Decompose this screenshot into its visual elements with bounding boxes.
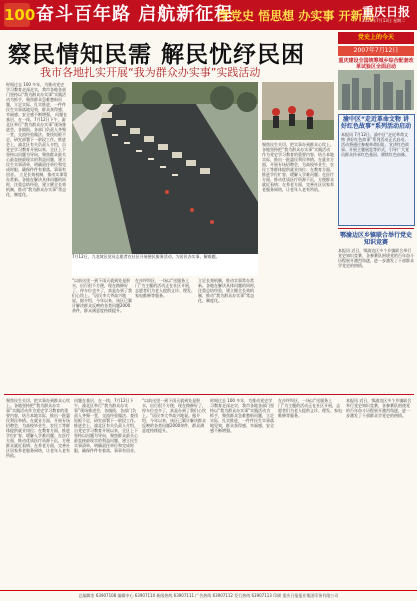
banner-slogan-secondary: 学党史 悟思想 办实事 开新局 (218, 9, 375, 23)
top-banner (0, 0, 417, 30)
lower-column-6: 本报讯 近日，鄂渝边区多个乡镇联合举行党史知识竞赛，各参赛队围绕党的百年奋斗历程展开激烈角逐，进一步激发了干部群众学党史的热情。 (346, 398, 412, 418)
article-column-3: 在沙坪坝区，一场以“送服务上门”为主题的活动正在社区开展，志愿者们为老人提供义诊、理发、家电维修等服务。 (135, 278, 195, 298)
section-divider (338, 228, 414, 229)
lower-column-5: 在沙坪坝区，一场以“送服务上门”为主题的活动正在社区开展，志愿者们为老人提供义诊、理发、家电维修等服务。 (278, 398, 342, 418)
secondary-photo (262, 82, 334, 140)
history-photo (338, 70, 414, 110)
volunteers-illustration (262, 82, 334, 140)
news-box-1-text: 本报讯 7月12日，渝中区“走近革命文物 讲好红色故事”系列活动正式启动。活动将通过参观革命旧址、宣讲红色故事、开展主题展览等形式，引导广大党员群众传承红色基因，赓续红色血脉。 (341, 132, 409, 157)
masthead-date: 2021年7月13日 星期二 (362, 18, 406, 23)
footer-bar: 总编辑室 63907108 编辑中心 63907110 新闻热线 63907111 广告热线 63907112 发行热线 63907113 印刷 重庆日报报业集团印务有限公司 (0, 590, 417, 601)
newspaper-masthead: 重庆日报 (362, 5, 411, 19)
article-lead: 时间过去 100 多年，为推动党史学习教育走深走实，我市各地各部门坚持以“我为群众办实事”实践活动为抓手，聚焦群众急难愁盼问题，立足实际、扎实推进，一件件民生实事落地见效，群众获得感、幸福感、安全感不断增强。 (6, 82, 67, 117)
history-today-date: 2007年7月12日 (338, 46, 414, 56)
article-column-1 (6, 82, 68, 312)
banner-slogan: 奋斗百年路 启航新征程 (36, 4, 234, 25)
lower-column-4: 时间过去 100 多年，为推动党史学习教育走深走实，我市各地各部门坚持以“我为群众办实事”实践活动为抓手，聚焦群众急难愁盼问题，立足实际、扎实推进，一件件民生实事落地见效，群众获得感、幸福感、安全感不断增强。 (210, 398, 274, 433)
article-column-2: “以前这里一到下雨天就到处是积水，出行很不方便，现在路修好了，停车位也多了，真是办到了我们心坎上。”居民李大爷高兴地说。据介绍，今年以来，该区已累计解决群众反映的各类问题2000余件，群众满意度持续提升。 (72, 278, 132, 313)
history-today-title: 党史上的今天 (338, 32, 414, 44)
photo-caption: 7月12日，九龙坡区党员志愿者在社区开展便民服务活动，为居民办实事、解难题。 (72, 254, 258, 276)
article-column-4: 立足长效机制，推动实事常办常新。各地在解决具体问题的同时，注重总结经验，建立健全长效机制，推动“我为群众办实事”常态化、制度化。 (198, 278, 258, 303)
news-box-2-text: 本报讯 近日，鄂渝边区多个乡镇联合举行党史知识竞赛，各参赛队围绕党的百年奋斗历程展开激烈角逐，进一步激发了干部群众学党史的热情。 (338, 248, 414, 268)
lower-divider (4, 394, 414, 395)
article-subhead: 我市各地扎实开展“我为群众办实事”实践活动 (40, 66, 261, 79)
news-box-1-title: 渝中区“走近革命文物 讲好红色故事”系列活动启动 (341, 116, 411, 130)
centenary-logo: 100 (4, 3, 30, 27)
lower-column-3: “以前这里一到下雨天就到处是积水，出行很不方便，现在路修好了，停车位也多了，真是办到了我们心坎上。”居民李大爷高兴地说。据介绍，今年以来，该区已累计解决群众反映的各类问题2000余件，群众满意度持续提升。 (142, 398, 206, 433)
city-skyline-illustration (338, 70, 414, 110)
history-today-headline: 重庆建设全国统筹城乡综合配套改革试验区全面启动 (338, 58, 414, 70)
lower-column-1: 聚焦民生关切，把实事办到群众心坎上。各地坚持把“我为群众办实事”实践活动作为党史学习教育的重要内容，结合本地实际，推出一批惠民利民举措。在就业方面，开展专场招聘会，为高校毕业生、农民工等群体提供就业岗位；在教育方面，推进学位扩容，缓解入学难问题；在医疗方面，推动优质医疗资源下沉，方便群众就近看病；在养老方面，完善社区居家养老服务网络，让老年人老有所依。 (6, 398, 70, 458)
article-col1-more: 立足长效机制，推动实事常办常新。各地在解决具体问题的同时，注重总结经验，建立健全长效机制，推动“我为群众办实事”常态化、制度化。 (6, 172, 68, 197)
street-scene-illustration (72, 82, 258, 254)
main-photo (72, 82, 258, 254)
lower-column-2: 问题在基层、在一线。7月12日下午，渝北区举行“我为群众办实事”现场推进会，各镇街、各部门负责人齐聚一堂，交流经验做法、查找短板不足，研究部署下一阶段工作。推进会上，渝北区有关负责人介绍，自党史学习教育开展以来，全区上下坚持以问题为导向，聚焦群众最关心最直接最现实的利益问题，建立民生实事清单，明确责任单位和完成时限，确保件件有着落、事事有回音。 (74, 398, 138, 453)
article-col1-text: 问题在基层、在一线。7月12日下午，渝北区举行“我为群众办实事”现场推进会，各镇街、各部门负责人齐聚一堂，交流经验做法、查找短板不足，研究部署下一阶段工作。推进会上，渝北区有关负责人介绍，自党史学习教育开展以来，全区上下坚持以问题为导向，聚焦群众最关心最直接最现实的利益问题，建立民生实事清单，明确责任单位和完成时限，确保件件有着落、事事有回音。 (6, 112, 68, 177)
news-box-2-title: 鄂渝边区乡镇联合举行党史知识竞赛 (339, 232, 412, 246)
article-column-5: 聚焦民生关切，把实事办到群众心坎上。各地坚持把“我为群众办实事”实践活动作为党史学习教育的重要内容，结合本地实际，推出一批惠民利民举措。在就业方面，开展专场招聘会，为高校毕业生、农民工等群体提供就业岗位；在教育方面，推进学位扩容，缓解入学难问题；在医疗方面，推动优质医疗资源下沉，方便群众就近看病；在养老方面，完善社区居家养老服务网络，让老年人老有所依。 (262, 142, 334, 192)
article-headline: 察民情知民需 解民忧纾民困 (8, 42, 306, 68)
